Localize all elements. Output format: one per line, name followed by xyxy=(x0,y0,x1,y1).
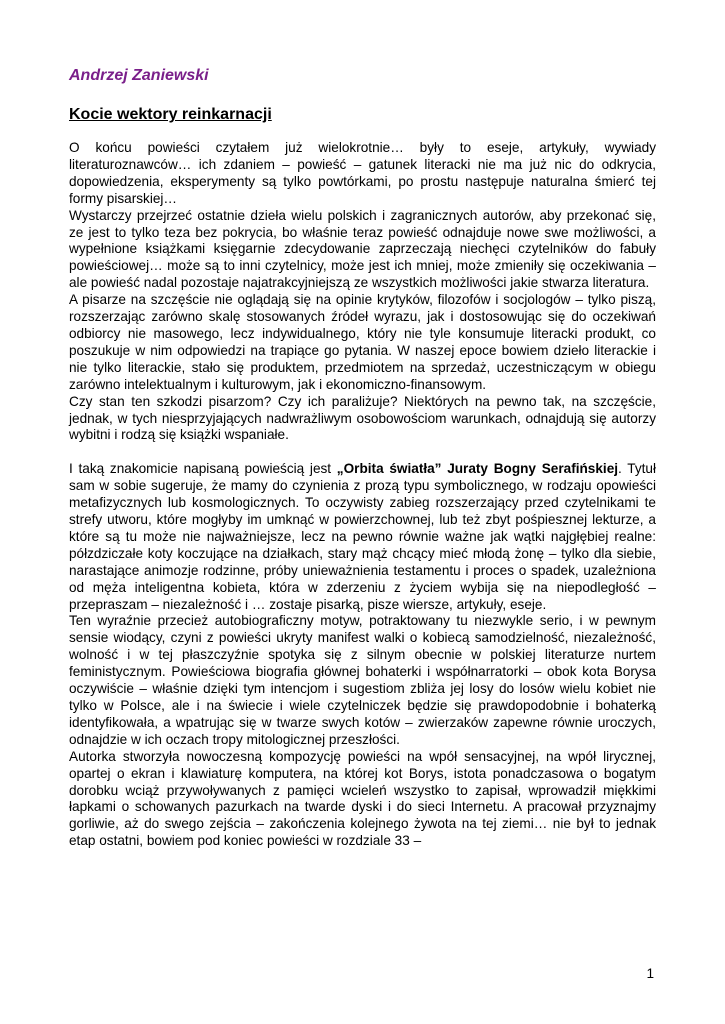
page-number: 1 xyxy=(646,966,654,981)
paragraph-gap xyxy=(69,444,656,461)
paragraph xyxy=(69,461,656,613)
paragraph-text: I taką znakomicie napisaną powieścią jest xyxy=(69,461,337,477)
article-body xyxy=(69,140,656,850)
paragraph: Ten wyraźnie przecież autobiograficzny motyw, potraktowany tu niezwykle serio, i w pewnym sensie wiodący, czyni z powieści ukryty manifest walki o kobiecą samodzielność, niezależność, wolność i w tej płaszczyźnie spotyka się z silnym obecnie w polskiej literaturze nurtem feministycznym. Powieściowa biografia głównej bohaterki i współnarratorki – obok kota Borysa oczywiście – właśnie dzięki tym intencjom i sugestiom zbliża jej losy do losów wielu kobiet nie tylko w Polsce, ale i na świecie i wiele czytelniczek będzie się prawdopodobnie i bohaterką identyfikowała, a wpatrując się w twarze swych kotów – zwierzaków zapewne równie uroczych, odnajdzie w ich oczach tropy mitologicznej przeszłości. xyxy=(69,613,656,747)
paragraph: Czy stan ten szkodzi pisarzom? Czy ich paraliżuje? Niektórych na pewno tak, na szczęście, jednak, w tych niesprzyjających nadwrażliwym osobowościom warunkach, odnajdują się autorzy wybitni i rodzą się książki wspaniałe. xyxy=(69,393,656,443)
paragraph: Autorka stworzyła nowoczesną kompozycję powieści na wpół sensacyjnej, na wpół lirycznej, opartej o ekran i klawiaturę komputera, na której kot Borys, istota ponadczasowa o bogatym dorobku wciąż przywoływanych z pamięci wcieleń wszystko to zapisał, wprowadził miękkimi łapkami o schowanych pazurkach na twarde dyski i do sieci Internetu. A pracował przyznajmy gorliwie, aż do swego zejścia – zakończenia kolejnego żywota na tej ziemi… nie był to jednak etap ostatni, bowiem pod koniec powieści w rozdziale 33 – xyxy=(69,748,656,849)
author-name: Andrzej Zaniewski xyxy=(69,67,209,84)
book-title-bold: „Orbita światła” Juraty Bogny Serafińskiej xyxy=(336,461,619,477)
paragraph: O końcu powieści czytałem już wielokrotnie… były to eseje, artykuły, wywiady literaturoznawców… ich zdaniem – powieść – gatunek literacki nie ma już nic do odkrycia, dopowiedzenia, eksperymenty są tylko powtórkami, po prostu następuje naturalna śmierć tej formy pisarskiej… xyxy=(69,140,656,206)
paragraph: Wystarczy przejrzeć ostatnie dzieła wielu polskich i zagranicznych autorów, aby przekonać się, ze jest to tylko teza bez pokrycia, bo właśnie teraz powieść odnajduje nowe swe możliwości, a wypełnione książkami księgarnie zdecydowanie zaprzeczają niechęci czytelników do fabuły powieściowej… może są to inni czytelnicy, może jest ich mniej, może zmieniły się oczekiwania – ale powieść nadal pozostaje najatrakcyjniejszą ze wszystkich możliwości jakie stwarza literatura. xyxy=(69,207,656,291)
article-title: Kocie wektory reinkarnacji xyxy=(69,106,272,123)
paragraph: A pisarze na szczęście nie oglądają się na opinie krytyków, filozofów i socjologów – tylko piszą, rozszerzając zarówno skalę stosowanych źródeł wyrazu, jak i dostosowując się do oczekiwań odbiorcy nie masowego, lecz indywidualnego, który nie tyle konsumuje literacki produkt, co poszukuje w nim odpowiedzi na trapiące go pytania. W naszej epoce bowiem dzieło literackie i nie tylko literackie, stało się produktem, przedmiotem na sprzedaż, uczestniczącym w obiegu zarówno intelektualnym i kulturowym, jak i ekonomiczno-finansowym. xyxy=(69,292,656,392)
paragraph-text: . Tytuł sam w sobie sugeruje, że mamy do czynienia z prozą typu symbolicznego, w rodzaju opowieści metafizycznych lub kosmologicznych. To oczywisty zabieg rozszerzający przed czytelnikami te strefy utworu, które mogłyby im umknąć w powierzchownej, lub też zbyt pośpiesznej lekturze, a które są tu może nie najważniejsze, lecz na pewno równie ważne jak wątki najgłębiej realne: półzdziczałe koty koczujące na działkach, stary mąż chcący mieć młodą żonę – tylko dla siebie, narastające animozje rodzinne, próby unieważnienia testamentu i proces o spadek, uzależniona od męża inteligentna kobieta, która w zderzeniu z życiem wybija się na niepodległość – przepraszam – niezależność i … zostaje pisarką, pisze wiersze, artykuły, eseje. xyxy=(69,461,657,612)
